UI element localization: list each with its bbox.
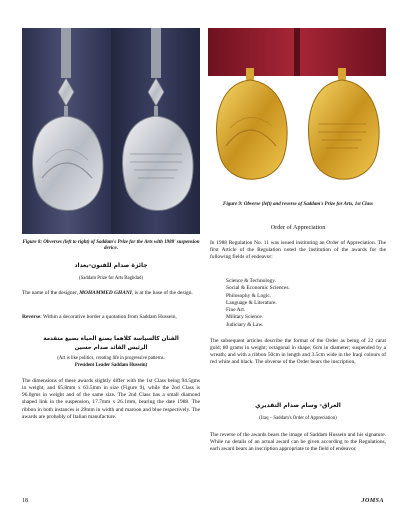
section-heading: Order of Appreciation	[270, 224, 326, 231]
page-number: 18	[22, 498, 28, 504]
reverse-awards-paragraph: The reverse of the awards bears the image of Saddam Hussein and his signature. While no details of an actual award can be given according to the Regulations, each award bears an inscription appropriate to the field of endeavor.	[210, 432, 386, 453]
arabic-quote-line1: الفنان كالسياسة كلاهما يصنع الحياة بصيغ متقدمة	[43, 336, 179, 342]
list-item: Philosophy & Logic.	[226, 292, 272, 299]
arabic-title: جائزة صدام للفنون-بغداد	[74, 262, 148, 269]
designer-suffix: , is at the base of the design.	[131, 290, 193, 296]
intro-paragraph: In 1988 Regulation No. 11 was issued instituting an Order of Appreciation. The first Article of the Regulation noted the institution of the awards for the following fields of endeavor:	[210, 240, 386, 261]
arabic-inscription: العراق- وسام صدام التقديري	[255, 402, 341, 409]
gold-medals-image	[208, 28, 386, 196]
inscription-translation: (Iraq – Saddam's Order of Appreciation)	[259, 416, 337, 421]
list-item: Science & Technology.	[226, 278, 276, 284]
list-item: Fine Art.	[226, 307, 246, 314]
reverse-paragraph	[22, 314, 200, 321]
designer-prefix: The name of the designer,	[22, 290, 80, 296]
journal-name: JOMSA	[361, 498, 384, 504]
figure9-photo	[208, 28, 386, 196]
arabic-title-translation: (Saddam Prize for Arts Baghdad)	[79, 276, 143, 281]
quote-translation-line1: (Art is like politics, creating life in progressive patterns.	[57, 356, 165, 361]
list-item: Judiciary & Law.	[226, 321, 264, 328]
arabic-quote-line2: الرئيس القائد صدام حسين	[74, 345, 148, 351]
silver-medals-image	[22, 28, 200, 234]
figure9-caption: Figure 9: Obverse (left) and reverse of Saddam's Prize for Arts, 1st Class	[223, 202, 373, 207]
designer-name: MOHAMMED GHANI	[79, 290, 132, 296]
reverse-text: : Within a decorative border a quotation from Saddam Hussein,	[40, 314, 177, 320]
list-item: Social & Economic Sciences.	[226, 285, 290, 292]
figure8-photo	[22, 28, 200, 234]
quote-translation-line2: President Leader Saddam Hussein)	[74, 363, 148, 368]
description-paragraph: The subsequent articles describe the format of the Order as being of 22 carat gold; 80 grams in weight; octagonal in shape; 6cm in diameter; suspended by a wreath; and with a ribbon 50cm in length and 3.5cm wide in the Iraqi colours of red white and black. The obverse of the Order bears the inscription,	[210, 338, 386, 366]
dimensions-paragraph: The dimensions of these awards slightly differ with the 1st Class being 94.5gms in weight, and 65.8mm x 63.5mm in size (Figure 9), while the 2nd Class is 96.0gms in weight and of the same size. The 2nd Class has a small diamond shaped link in the suspension, 17.7mm x 26.1mm, bearing the date 1988. The ribbon in both instances is 29mm in width and maroon and blue respectively. The awards are probably of Italian manufacture.	[22, 378, 200, 420]
designer-paragraph	[22, 290, 200, 297]
figure8-caption: Figure 8: Obverses (left to right) of Saddam's Prize for the Arts with 1988' suspension device.	[22, 240, 200, 252]
list-item: Language & Literature.	[226, 299, 277, 306]
reverse-label: Reverse	[22, 314, 41, 320]
list-item: Military Science.	[226, 314, 264, 321]
fields-list	[226, 278, 386, 329]
